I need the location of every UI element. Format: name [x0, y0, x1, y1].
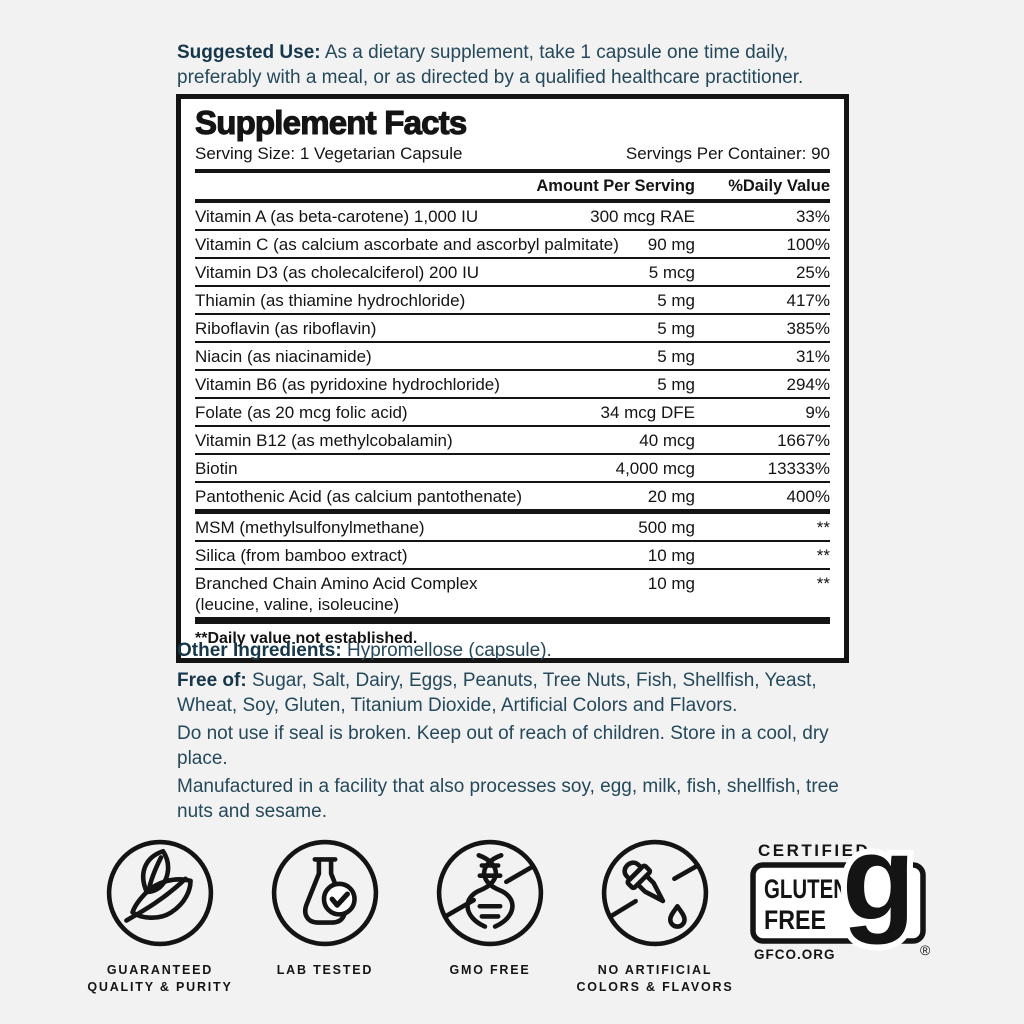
- table-row: [195, 203, 830, 229]
- nutrient-name: Silica (from bamboo extract): [195, 545, 408, 565]
- nutrient-amount: 40 mcg: [639, 430, 695, 450]
- gfco-site-text: GFCO.ORG: [754, 947, 836, 962]
- suggested-use-text: As a dietary supplement, take 1 capsule one time daily, preferably with a meal, or as directed by a qualified healthcare practitioner.: [177, 42, 804, 88]
- nutrient-daily-value: 385%: [786, 318, 830, 338]
- leaf-icon: [104, 837, 216, 949]
- nutrient-name: Folate (as 20 mcg folic acid): [195, 402, 408, 422]
- nutrient-daily-value: 100%: [786, 234, 830, 254]
- column-header-amount: Amount Per Serving: [536, 177, 695, 195]
- nutrient-name: Vitamin B12 (as methylcobalamin): [195, 430, 453, 450]
- allergen-text: Manufactured in a facility that also processes soy, egg, milk, fish, shellfish, tree nuts and sesame.: [177, 776, 839, 822]
- table-row: [195, 313, 830, 341]
- warning-text: Do not use if seal is broken. Keep out of reach of children. Store in a cool, dry place.: [177, 723, 829, 769]
- nutrient-daily-value: 25%: [795, 262, 830, 282]
- nutrient-name: Biotin: [195, 458, 238, 478]
- nutrient-daily-value: **: [816, 573, 830, 593]
- serving-row: [195, 143, 830, 164]
- badge-label: LAB TESTED: [276, 963, 374, 977]
- table-header: [195, 173, 830, 199]
- badge-label: GMO FREE: [449, 963, 531, 977]
- nutrient-daily-value: 33%: [795, 206, 830, 226]
- nutrient-amount: 4,000 mcg: [615, 458, 695, 478]
- dropper-icon: [599, 837, 711, 949]
- table-row: [195, 229, 830, 257]
- badge-label: GUARANTEED QUALITY & PURITY: [87, 963, 233, 994]
- gfco-g-glyph-icon: g: [842, 831, 916, 945]
- nutrient-name: Vitamin B6 (as pyridoxine hydrochloride): [195, 374, 500, 394]
- nutrient-name: Vitamin A (as beta-carotene) 1,000 IU: [195, 206, 479, 226]
- supplement-facts-panel: [176, 94, 849, 663]
- free-of: [177, 669, 856, 718]
- nutrient-name: Riboflavin (as riboflavin): [195, 318, 377, 338]
- nutrient-table: [195, 203, 830, 617]
- badge-label: NO ARTIFICIAL COLORS & FLAVORS: [576, 963, 734, 994]
- table-row: [195, 540, 830, 568]
- badge-dna: [404, 837, 576, 979]
- nutrient-daily-value: 31%: [795, 346, 830, 366]
- badge-flask: [239, 837, 411, 979]
- suggested-use: [177, 41, 856, 90]
- table-row: [195, 285, 830, 313]
- free-of-label: Free of:: [177, 670, 247, 691]
- column-header-dv: %Daily Value: [728, 177, 830, 195]
- dna-icon: [434, 837, 546, 949]
- nutrient-daily-value: 417%: [786, 290, 830, 310]
- nutrient-daily-value: 9%: [805, 402, 830, 422]
- table-row: [195, 425, 830, 453]
- facts-title: Supplement Facts: [195, 104, 467, 141]
- nutrient-name: Pantothenic Acid (as calcium pantothenate): [195, 486, 522, 506]
- nutrient-daily-value: 13333%: [767, 458, 830, 478]
- serving-size: Serving Size: 1 Vegetarian Capsule: [195, 144, 463, 163]
- suggested-use-label: Suggested Use:: [177, 42, 321, 63]
- nutrient-daily-value: 294%: [786, 374, 830, 394]
- nutrient-amount: 5 mg: [657, 346, 695, 366]
- nutrient-name: Branched Chain Amino Acid Complex (leucine, valine, isoleucine): [195, 573, 478, 614]
- nutrient-daily-value: **: [816, 545, 830, 565]
- table-row: [195, 257, 830, 285]
- nutrient-amount: 500 mg: [638, 517, 695, 537]
- nutrient-amount: 5 mg: [657, 290, 695, 310]
- nutrient-daily-value: **: [816, 517, 830, 537]
- nutrient-amount: 5 mg: [657, 318, 695, 338]
- nutrient-name: Vitamin D3 (as cholecalciferol) 200 IU: [195, 262, 480, 282]
- nutrient-amount: 10 mg: [647, 573, 695, 593]
- nutrient-daily-value: 400%: [786, 486, 830, 506]
- nutrient-amount: 90 mg: [647, 234, 695, 254]
- badge-dropper: [569, 837, 741, 996]
- nutrient-name: Vitamin C (as calcium ascorbate and ascorbyl palmitate): [195, 234, 619, 254]
- nutrient-name: MSM (methylsulfonylmethane): [195, 517, 425, 537]
- nutrient-amount: 300 mcg RAE: [590, 206, 695, 226]
- divider-bar: [195, 617, 830, 624]
- other-ingredients-text: Hypromellose (capsule).: [341, 640, 552, 661]
- nutrient-amount: 20 mg: [647, 486, 695, 506]
- gfco-registered-mark: ®: [920, 942, 931, 958]
- table-row: [195, 341, 830, 369]
- table-row: [195, 397, 830, 425]
- free-of-text: Sugar, Salt, Dairy, Eggs, Peanuts, Tree Nuts, Fish, Shellfish, Yeast, Wheat, Soy, Gluten, Titanium Dioxide, Artificial Colors and Flavors.: [177, 670, 817, 716]
- flask-icon: [269, 837, 381, 949]
- nutrient-amount: 5 mg: [657, 374, 695, 394]
- gluten-free-certification: [748, 831, 940, 963]
- nutrient-amount: 10 mg: [647, 545, 695, 565]
- table-row: [195, 481, 830, 509]
- table-row: [195, 369, 830, 397]
- table-row: [195, 509, 830, 540]
- badge-leaf: [74, 837, 246, 996]
- nutrient-amount: 34 mcg DFE: [600, 402, 695, 422]
- nutrient-name: Thiamin (as thiamine hydrochloride): [195, 290, 466, 310]
- nutrient-amount: 5 mcg: [648, 262, 695, 282]
- other-ingredients: [177, 639, 856, 664]
- nutrient-daily-value: 1667%: [777, 430, 830, 450]
- facts-footnote: **Daily value not established.: [195, 630, 418, 647]
- nutrient-name: Niacin (as niacinamide): [195, 346, 372, 366]
- other-ingredients-label: Other Ingredients:: [177, 640, 342, 661]
- gfco-word-gluten: GLUTEN: [764, 874, 848, 904]
- table-row: [195, 568, 830, 617]
- servings-per-container: Servings Per Container: 90: [625, 144, 830, 163]
- table-row: [195, 453, 830, 481]
- gfco-certified-text: CERTIFIED: [758, 841, 871, 860]
- gfco-word-free: FREE: [764, 905, 826, 935]
